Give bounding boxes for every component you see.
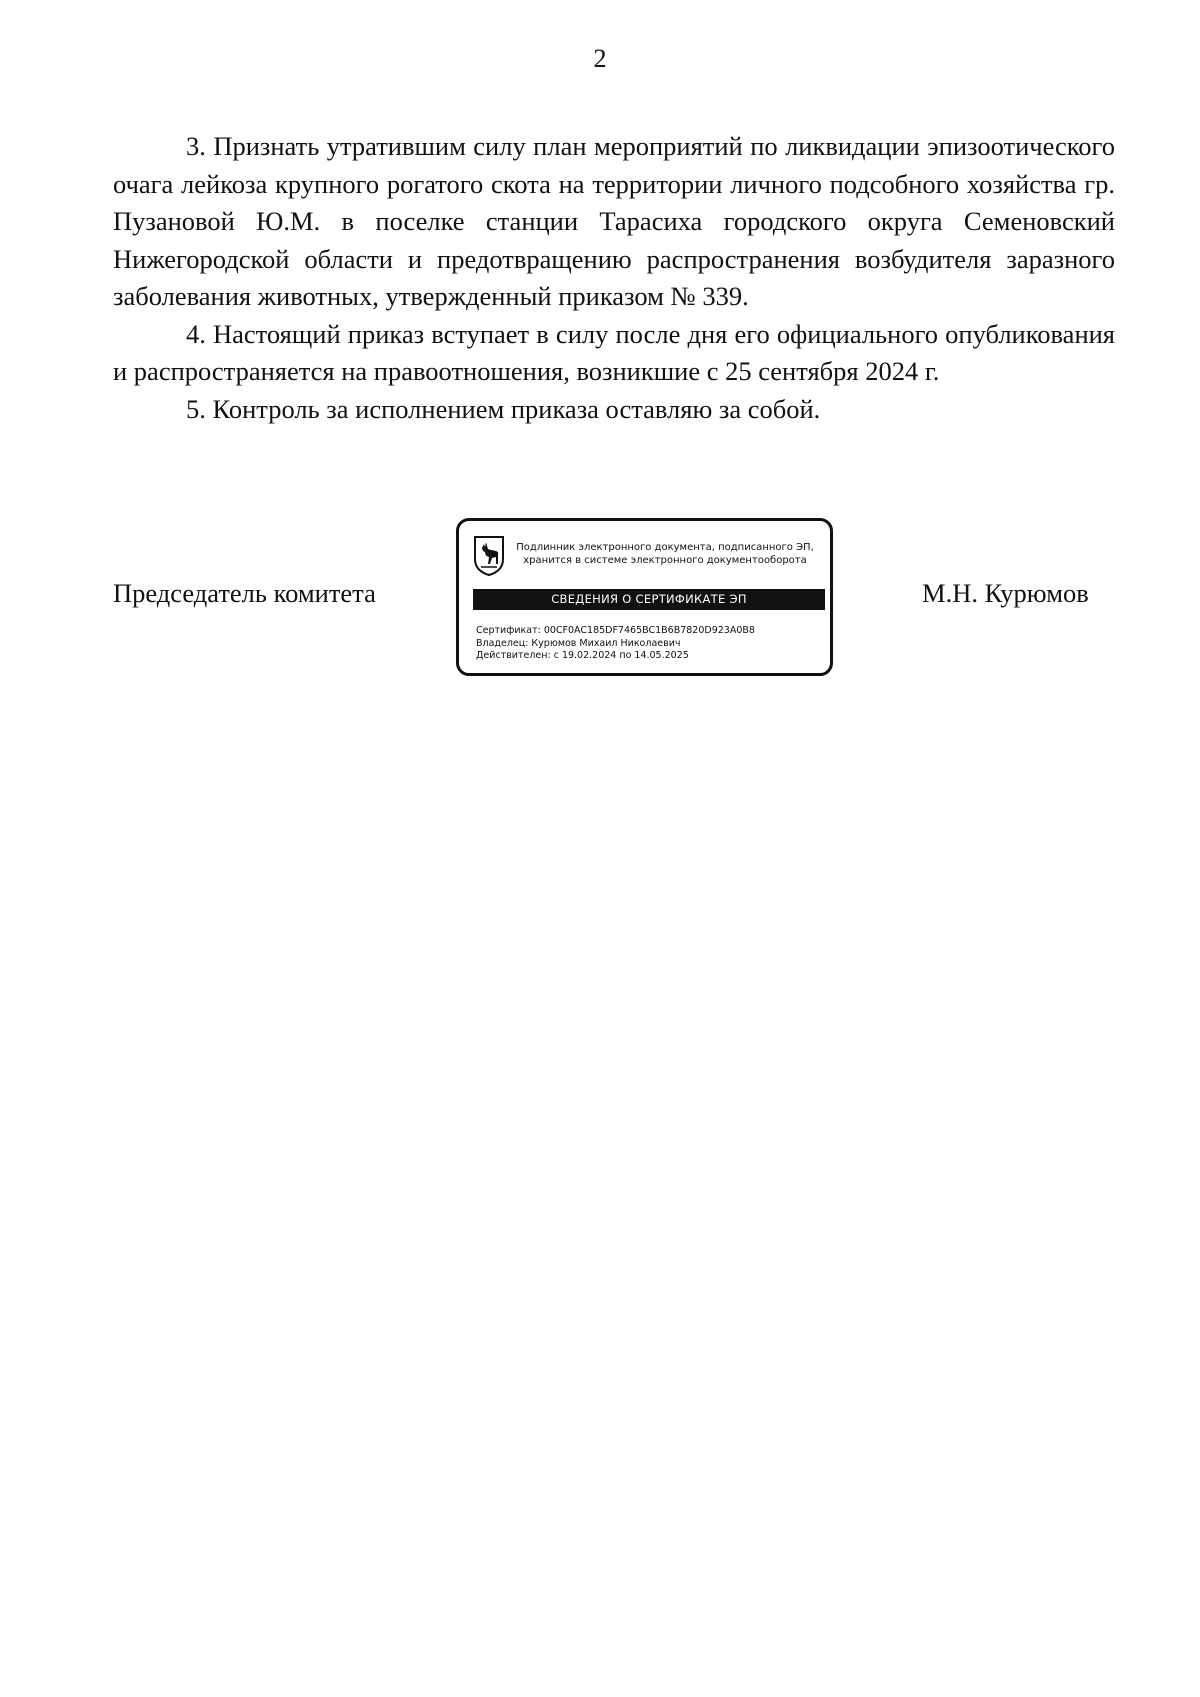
- stamp-header: [511, 541, 819, 567]
- page-number: 2: [593, 44, 607, 73]
- paragraph-item-5: 5. Контроль за исполнением приказа оставляю за собой.: [186, 393, 821, 424]
- paragraph-item-4: 4. Настоящий приказ вступает в силу после дня его официального опубликования и распространяется на правоотношения, возникшие с 25 сентября 2024 г.: [113, 318, 1115, 386]
- electronic-signature-stamp: [456, 518, 833, 676]
- certificate-validity: Действителен: с 19.02.2024 по 14.05.2025: [476, 650, 689, 661]
- certificate-serial: Сертификат: 00CF0AC185DF7465BC1B6B7820D923A0B8: [476, 625, 755, 636]
- stamp-header-line-2: хранится в системе электронного документооборота: [523, 555, 807, 566]
- stamp-header-line-1: Подлинник электронного документа, подписанного ЭП,: [516, 542, 814, 553]
- nizhny-novgorod-deer-emblem-icon: [473, 535, 505, 577]
- signatory-position: Председатель комитета: [113, 578, 376, 608]
- paragraph-item-3: 3. Признать утратившим силу план мероприятий по ликвидации эпизоотического очага лейкоза крупного рогатого скота на территории личного подсобного хозяйства гр. Пузановой Ю.М. в поселке станции Тарасиха городского округа Семеновский Нижегородской области и предотвращению распространения возбудителя заразного заболевания животных, утвержденный приказом № 339.: [113, 131, 1115, 311]
- stamp-certificate-details: [476, 625, 826, 663]
- certificate-owner: Владелец: Курюмов Михаил Николаевич: [476, 637, 681, 649]
- document-body: [113, 128, 1115, 428]
- signatory-name: М.Н. Курюмов: [922, 578, 1089, 608]
- stamp-banner: СВЕДЕНИЯ О СЕРТИФИКАТЕ ЭП: [473, 589, 825, 610]
